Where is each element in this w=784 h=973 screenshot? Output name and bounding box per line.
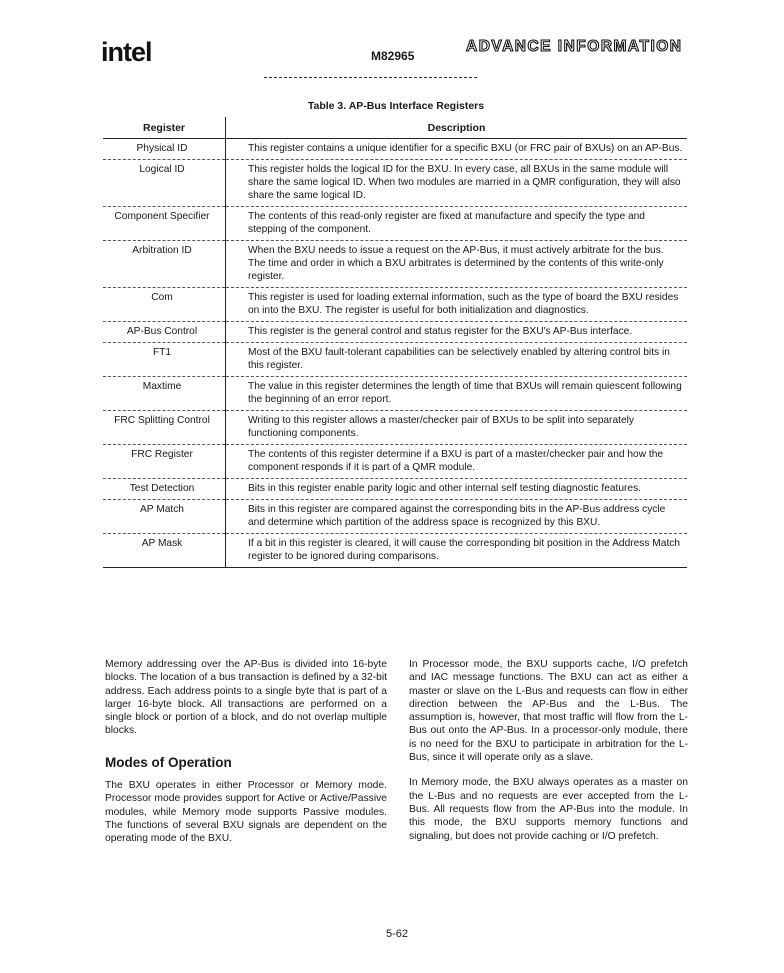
register-name: Logical ID: [103, 160, 226, 207]
table-row: [103, 479, 687, 500]
register-description: The value in this register determines the length of time that BXUs will remain quiescent following the beginning of an error report.: [226, 377, 688, 411]
register-description: Writing to this register allows a master/checker pair of BXUs to be split into separately functioning components.: [226, 411, 688, 445]
register-description: This register is the general control and status register for the BXU's AP-Bus interface.: [226, 322, 688, 343]
advance-information-banner: ADVANCE INFORMATION: [466, 38, 683, 55]
registers-table: [103, 117, 687, 568]
memory-addressing-paragraph: Memory addressing over the AP-Bus is divided into 16-byte blocks. The location of a bus transaction is defined by a 32-bit address. Each address points to a single byte that is part of a larger 16-byte block. All transactions are performed on a single block or portion of a block, and do not overlap multiple blocks.: [105, 659, 387, 737]
register-name: Arbitration ID: [103, 241, 226, 288]
table-title: Table 3. AP-Bus Interface Registers: [307, 100, 485, 112]
register-name: AP Match: [103, 500, 226, 534]
register-name: FT1: [103, 343, 226, 377]
processor-mode-paragraph: In Processor mode, the BXU supports cache, I/O prefetch and IAC message functions. The BXU can act as either a master or slave on the L-Bus and requests can flow in either direction between the AP-Bus and the L-Bus. The assumption is, however, that most traffic will flow from the L-Bus out onto the AP-Bus. In a processor-only module, there is no need for the BXU to participate in arbitration for the L-Bus, since it will operate only as a slave.: [409, 659, 688, 764]
register-name: FRC Splitting Control: [103, 411, 226, 445]
register-description: When the BXU needs to issue a request on the AP-Bus, it must actively arbitrate for the bus. The time and order in which a BXU arbitrates is determined by the contents of this write-only register.: [226, 241, 688, 288]
table-header-row: [103, 117, 687, 139]
register-name: Com: [103, 288, 226, 322]
register-description: If a bit in this register is cleared, it will cause the corresponding bit position in the Address Match register to be ignored during comparisons.: [226, 534, 688, 568]
register-description: Bits in this register are compared against the corresponding bits in the AP-Bus address cycle and determine which partition of the address space is recognized by this BXU.: [226, 500, 688, 534]
table-row: [103, 534, 687, 568]
register-description: This register contains a unique identifier for a specific BXU (or FRC pair of BXUs) on an AP-Bus.: [226, 139, 688, 160]
description-column-header: Description: [226, 117, 688, 139]
memory-mode-paragraph: In Memory mode, the BXU always operates as a master on the L-Bus and no requests are ever accepted from the L-Bus. All requests flow from the AP-Bus into the module. In this mode, the BXU supports memory functions and signaling, but does not provide caching or I/O prefetch.: [409, 777, 688, 842]
register-column-header: Register: [103, 117, 226, 139]
register-name: Test Detection: [103, 479, 226, 500]
table-row: [103, 241, 687, 288]
table-row: [103, 445, 687, 479]
register-name: Maxtime: [103, 377, 226, 411]
header-rule: [264, 77, 477, 78]
register-name: AP-Bus Control: [103, 322, 226, 343]
register-description: The contents of this register determine if a BXU is part of a master/checker pair and how the component responds if it is part of a QMR module.: [226, 445, 688, 479]
register-description: Bits in this register enable parity logic and other internal self testing diagnostic features.: [226, 479, 688, 500]
table-row: [103, 139, 687, 160]
table-row: [103, 377, 687, 411]
left-column: [105, 658, 387, 858]
right-column: [409, 658, 688, 855]
register-description: The contents of this read-only register are fixed at manufacture and specify the type and stepping of the component.: [226, 207, 688, 241]
table-row: [103, 288, 687, 322]
table-row: [103, 160, 687, 207]
part-number: M82965: [371, 49, 415, 63]
table-row: [103, 343, 687, 377]
register-description: This register is used for loading external information, such as the type of board the BXU resides on into the BXU. The register is useful for both initialization and diagnostics.: [226, 288, 688, 322]
table-row: [103, 500, 687, 534]
register-description: This register holds the logical ID for the BXU. In every case, all BXUs in the same module will share the same logical ID. When two modules are married in a QMR configuration, they will also share the same logical ID.: [226, 160, 688, 207]
register-name: Component Specifier: [103, 207, 226, 241]
register-name: FRC Register: [103, 445, 226, 479]
table-row: [103, 411, 687, 445]
modes-paragraph: The BXU operates in either Processor or Memory mode. Processor mode provides support for Active or Active/Passive modules, while Memory mode supports Passive modules. The functions of several BXU signals are dependent on the operating mode of the BXU.: [105, 780, 387, 845]
table-row: [103, 322, 687, 343]
section-heading: Modes of Operation: [105, 754, 232, 770]
register-name: AP Mask: [103, 534, 226, 568]
page-number: 5-62: [386, 928, 409, 940]
table-row: [103, 207, 687, 241]
intel-logo: intel: [101, 37, 152, 67]
register-name: Physical ID: [103, 139, 226, 160]
register-description: Most of the BXU fault-tolerant capabilities can be selectively enabled by altering control bits in this register.: [226, 343, 688, 377]
